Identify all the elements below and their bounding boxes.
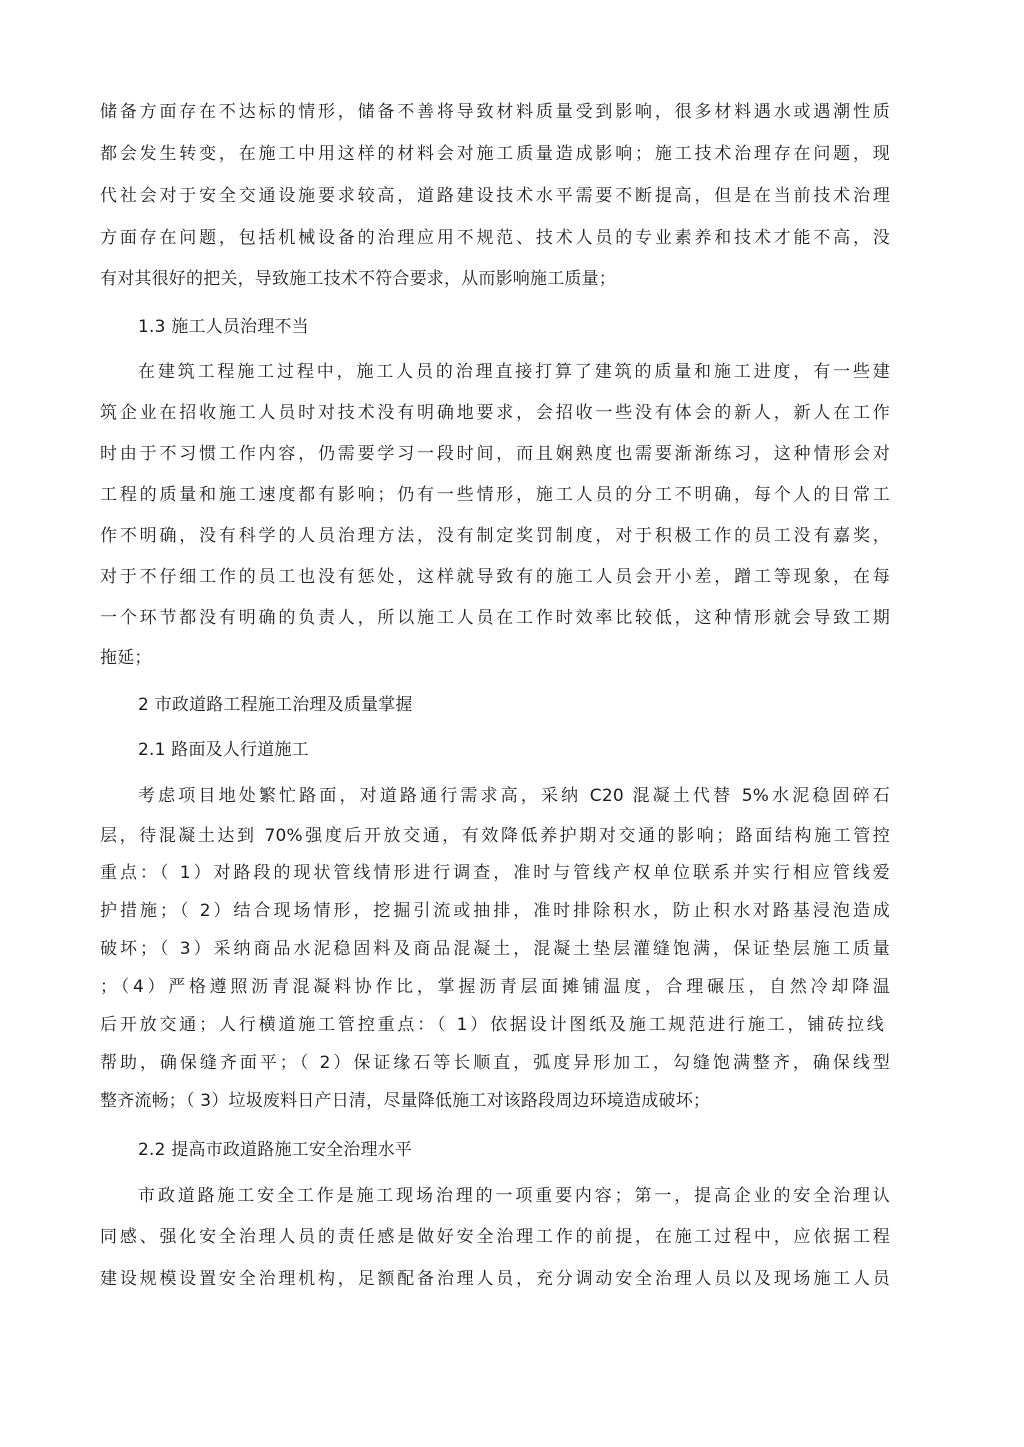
paragraph-line: 护措施；（ 2）结合现场情形，挖掘引流或抽排，准时排除积水，防止积水对路基浸泡造成 [100,901,890,921]
paragraph-line: 对于不仔细工作的员工也没有惩处，这样就导致有的施工人员会开小差，蹭工等现象，在每 [100,567,890,587]
paragraph-line: ；（4）严格遵照沥青混凝料协作比，掌握沥青层面摊铺温度，合理碾压，自然冷却降温 [100,977,890,997]
paragraph-line: 作不明确，没有科学的人员治理方法，没有制定奖罚制度，对于积极工作的员工没有嘉奖， [100,526,890,546]
paragraph-line: 时由于不习惯工作内容，仍需要学习一段时间，而且娴熟度也需要渐渐练习，这种情形会对 [100,444,890,464]
paragraph-line: 考虑项目地处繁忙路面，对道路通行需求高，采纳 C20 混凝土代替 5%水泥稳固碎石 [138,786,890,806]
paragraph-line: 有对其很好的把关，导致施工技术不符合要求，从而影响施工质量； [100,269,616,289]
paragraph-line: 在建筑工程施工过程中，施工人员的治理直接打算了建筑的质量和施工进度，有一些建 [138,362,890,382]
paragraph-line: 代社会对于安全交通设施要求较高，道路建设技术水平需要不断提高，但是在当前技术治理 [100,186,890,206]
section-heading-1-3: 1.3 施工人员治理不当 [138,317,309,337]
paragraph-line: 后开放交通；人行横道施工管控重点：（ 1）依据设计图纸及施工规范进行施工，铺砖拉线 [100,1015,884,1035]
paragraph-line: 建设规模设置安全治理机构，足额配备治理人员，充分调动安全治理人员以及现场施工人员 [100,1269,890,1289]
paragraph-line: 破坏；（ 3）采纳商品水泥稳固料及商品混凝土，混凝土垫层灌缝饱满，保证垫层施工质量 [100,939,890,959]
paragraph-line: 拖延； [100,648,152,668]
paragraph-line: 整齐流畅；（ 3）垃圾废料日产日清，尽量降低施工对该路段周边环境造成破坏； [100,1091,711,1111]
paragraph-line: 储备方面存在不达标的情形，储备不善将导致材料质量受到影响，很多材料遇水或遇潮性质 [100,102,890,122]
paragraph-line: 一个环节都没有明确的负责人，所以施工人员在工作时效率比较低，这种情形就会导致工期 [100,608,890,628]
paragraph-line: 层，待混凝土达到 70%强度后开放交通，有效降低养护期对交通的影响；路面结构施工管控 [100,826,890,846]
paragraph-line: 工程的质量和施工速度都有影响；仍有一些情形，施工人员的分工不明确，每个人的日常工 [100,485,890,505]
paragraph-line: 同感、强化安全治理人员的责任感是做好安全治理工作的前提，在施工过程中，应依据工程 [100,1227,890,1247]
paragraph-line: 帮助，确保缝齐面平；（ 2）保证缘石等长顺直，弧度异形加工，勾缝饱满整齐，确保线型 [100,1053,890,1073]
paragraph-line: 都会发生转变，在施工中用这样的材料会对施工质量造成影响；施工技术治理存在问题，现 [100,144,890,164]
section-heading-2: 2 市政道路工程施工治理及质量掌握 [138,695,413,715]
paragraph-line: 市政道路施工安全工作是施工现场治理的一项重要内容；第一，提高企业的安全治理认 [138,1186,890,1206]
section-heading-2-1: 2.1 路面及人行道施工 [138,740,309,760]
section-heading-2-2: 2.2 提高市政道路施工安全治理水平 [138,1140,413,1160]
paragraph-line: 重点：（ 1）对路段的现状管线情形进行调查，准时与管线产权单位联系并实行相应管线爱 [100,863,890,883]
paragraph-line: 方面存在问题，包括机械设备的治理应用不规范、技术人员的专业素养和技术才能不高，没 [100,228,890,248]
paragraph-line: 筑企业在招收施工人员时对技术没有明确地要求，会招收一些没有体会的新人，新人在工作 [100,403,890,423]
